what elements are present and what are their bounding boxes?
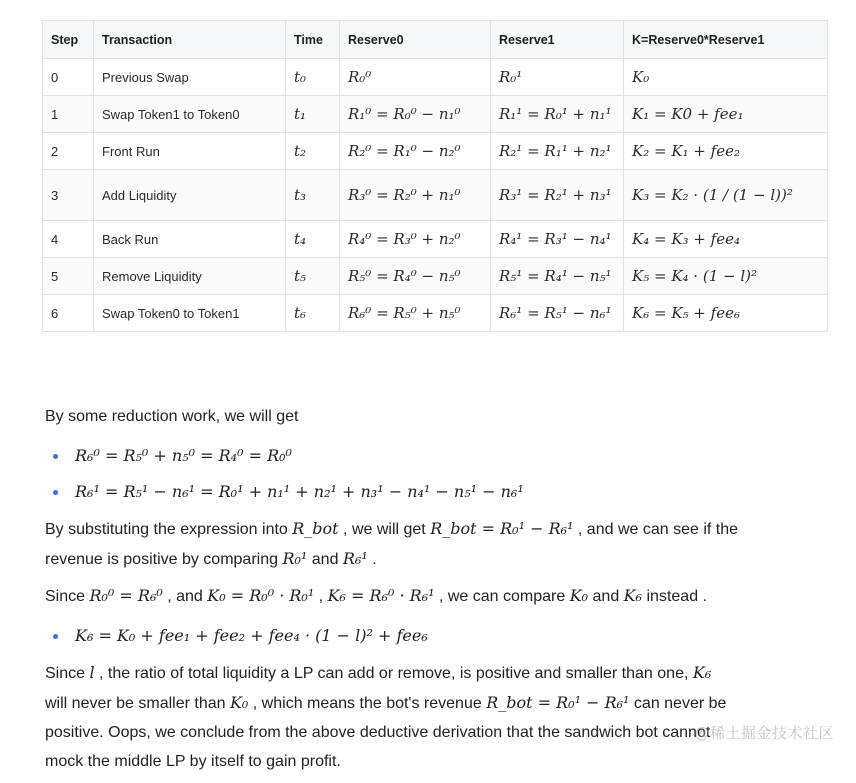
cell-k: K₅ = K₄ · (1 − l)² (624, 258, 828, 295)
text-span: and (307, 551, 343, 568)
cell-reserve1: R₄¹ = R₃¹ − n₄¹ (491, 221, 624, 258)
math-r-bot-equation: R_bot = R₀¹ − R₆¹ (486, 693, 630, 712)
text-line (45, 581, 825, 611)
cell-step: 3 (43, 170, 94, 221)
cell-transaction: Back Run (94, 221, 286, 258)
text-line (45, 658, 825, 688)
table-row (43, 258, 828, 295)
cell-reserve0: R₀⁰ (340, 59, 491, 96)
table-row (43, 295, 828, 332)
table-row (43, 133, 828, 170)
text-span: , which means the bot's revenue (248, 695, 487, 712)
text-line (45, 688, 825, 718)
cell-transaction: Swap Token0 to Token1 (94, 295, 286, 332)
table-row (43, 59, 828, 96)
text-span: can never be (629, 695, 727, 712)
cell-reserve1: R₆¹ = R₅¹ − n₆¹ (491, 295, 624, 332)
cell-reserve0: R₁⁰ = R₀⁰ − n₁⁰ (340, 96, 491, 133)
cell-transaction: Previous Swap (94, 59, 286, 96)
cell-time: t₅ (286, 258, 340, 295)
math-r-bot: R_bot (292, 519, 339, 538)
cell-step: 4 (43, 221, 94, 258)
text-line: mock the middle LP by itself to gain profit. (45, 753, 341, 770)
math-r61: R₆¹ (342, 549, 368, 568)
text-line (45, 544, 825, 574)
cell-time: t₂ (286, 133, 340, 170)
equation-reserve1: R₆¹ = R₅¹ − n₆¹ = R₀¹ + n₁¹ + n₂¹ + n₃¹ − n₄¹ − n₅¹ − n₆¹ (75, 482, 524, 501)
math-k0: K₀ = R₀⁰ · R₀¹ (207, 586, 315, 605)
math-k0-symbol: K₀ (569, 586, 589, 605)
math-r00-equals-r60: R₀⁰ = R₆⁰ (89, 586, 163, 605)
bullet-icon (53, 454, 58, 459)
text-span: . (367, 551, 377, 568)
transaction-table (42, 20, 828, 332)
math-k6-symbol: K₆ (692, 663, 712, 682)
text-span: Since (45, 588, 90, 605)
text-span: , the ratio of total liquidity a LP can add or remove, is positive and smaller than one, (94, 665, 693, 682)
header-k: K=Reserve0*Reserve1 (624, 21, 828, 59)
cell-k: K₄ = K₃ + fee₄ (624, 221, 828, 258)
math-r-bot-equation: R_bot = R₀¹ − R₆¹ (430, 519, 574, 538)
cell-reserve0: R₆⁰ = R₅⁰ + n₅⁰ (340, 295, 491, 332)
cell-k: K₃ = K₂ · (1 / (1 − l))² (624, 170, 828, 221)
cell-time: t₆ (286, 295, 340, 332)
cell-time: t₀ (286, 59, 340, 96)
k6-list (45, 618, 825, 654)
text-span: , and (162, 588, 208, 605)
cell-reserve1: R₃¹ = R₂¹ + n₃¹ (491, 170, 624, 221)
list-item (45, 618, 825, 654)
header-reserve1: Reserve1 (491, 21, 624, 59)
cell-reserve0: R₅⁰ = R₄⁰ − n₅⁰ (340, 258, 491, 295)
math-r01: R₀¹ (282, 549, 308, 568)
reduction-list (45, 438, 825, 510)
text-span: Since (45, 665, 90, 682)
cell-step: 2 (43, 133, 94, 170)
watermark: @稀土掘金技术社区 (694, 724, 834, 742)
list-item (45, 474, 825, 510)
cell-time: t₁ (286, 96, 340, 133)
text-span: , we will get (338, 521, 431, 538)
cell-time: t₄ (286, 221, 340, 258)
list-item (45, 438, 825, 474)
cell-k: K₆ = K₅ + fee₆ (624, 295, 828, 332)
cell-step: 0 (43, 59, 94, 96)
bullet-icon (53, 634, 58, 639)
table-row (43, 221, 828, 258)
math-k6: K₆ = R₆⁰ · R₆¹ (327, 586, 435, 605)
conclusion-paragraph (45, 658, 825, 776)
text-span: instead . (642, 588, 707, 605)
text-span: , and we can see if the (573, 521, 739, 538)
cell-k: K₂ = K₁ + fee₂ (624, 133, 828, 170)
text-line: positive. Oops, we conclude from the above deductive derivation that the sandwich bot cannot (45, 724, 711, 741)
math-l: l (89, 663, 95, 682)
cell-reserve0: R₃⁰ = R₂⁰ + n₁⁰ (340, 170, 491, 221)
text-span: revenue is positive by comparing (45, 551, 283, 568)
cell-transaction: Add Liquidity (94, 170, 286, 221)
cell-reserve1: R₁¹ = R₀¹ + n₁¹ (491, 96, 624, 133)
header-time: Time (286, 21, 340, 59)
table-row (43, 170, 828, 221)
cell-transaction: Remove Liquidity (94, 258, 286, 295)
header-step: Step (43, 21, 94, 59)
table-header-row (43, 21, 828, 59)
table-row (43, 96, 828, 133)
text-span: and (588, 588, 624, 605)
cell-step: 1 (43, 96, 94, 133)
cell-transaction: Front Run (94, 133, 286, 170)
math-k6-symbol: K₆ (623, 586, 643, 605)
cell-reserve1: R₅¹ = R₄¹ − n₅¹ (491, 258, 624, 295)
cell-step: 6 (43, 295, 94, 332)
cell-reserve1: R₂¹ = R₁¹ + n₂¹ (491, 133, 624, 170)
text-span: By substituting the expression into (45, 521, 293, 538)
text-span: , (314, 588, 328, 605)
math-k0-symbol: K₀ (229, 693, 249, 712)
equation-k6: K₆ = K₀ + fee₁ + fee₂ + fee₄ · (1 − l)² + fee₆ (75, 626, 428, 645)
bullet-icon (53, 490, 58, 495)
cell-k: K₀ (624, 59, 828, 96)
text-span: , we can compare (434, 588, 570, 605)
intro-paragraph: By some reduction work, we will get (45, 408, 299, 425)
text-line (45, 514, 825, 544)
cell-time: t₃ (286, 170, 340, 221)
header-reserve0: Reserve0 (340, 21, 491, 59)
cell-k: K₁ = K0 + fee₁ (624, 96, 828, 133)
cell-reserve1: R₀¹ (491, 59, 624, 96)
cell-reserve0: R₄⁰ = R₃⁰ + n₂⁰ (340, 221, 491, 258)
header-transaction: Transaction (94, 21, 286, 59)
cell-transaction: Swap Token1 to Token0 (94, 96, 286, 133)
comparison-paragraph (45, 581, 825, 611)
cell-step: 5 (43, 258, 94, 295)
text-span: will never be smaller than (45, 695, 230, 712)
equation-reserve0: R₆⁰ = R₅⁰ + n₅⁰ = R₄⁰ = R₀⁰ (75, 446, 292, 465)
substitution-paragraph (45, 514, 825, 574)
cell-reserve0: R₂⁰ = R₁⁰ − n₂⁰ (340, 133, 491, 170)
